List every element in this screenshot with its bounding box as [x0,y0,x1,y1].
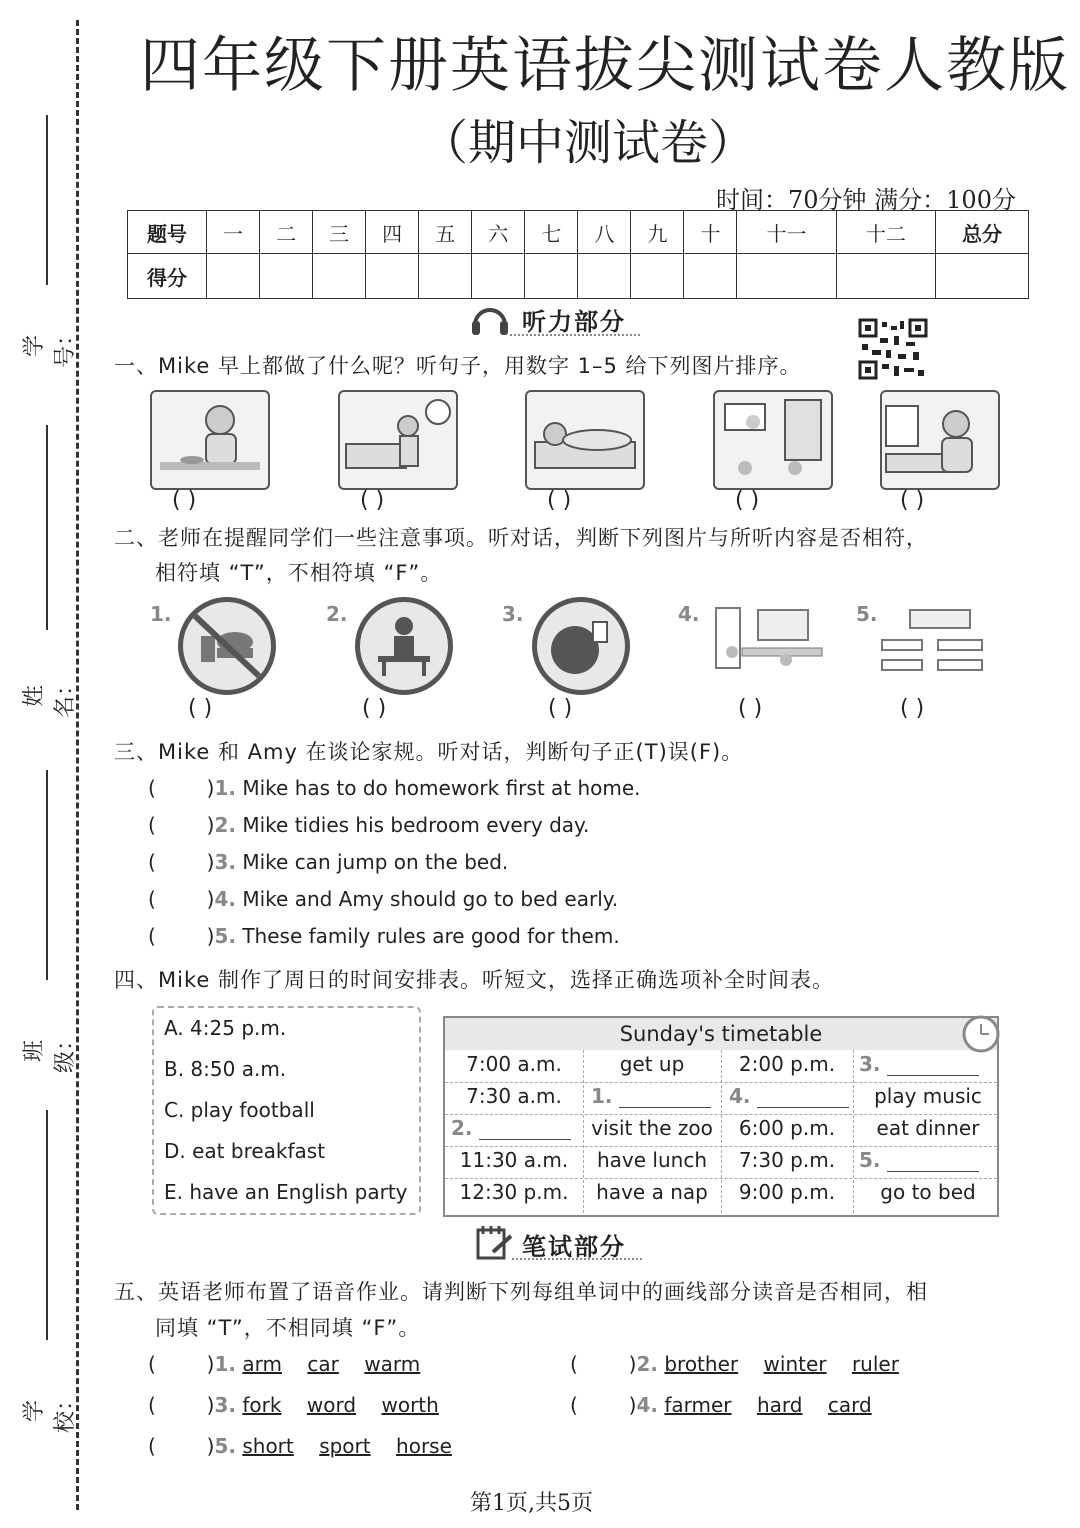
heading-underline [512,1258,642,1260]
score-header-cell: 三 [313,211,366,254]
item-number: 1. [214,776,236,800]
score-header-cell: 四 [366,211,419,254]
blank-number: 4. [729,1084,751,1108]
item-number: 4. [636,1393,658,1417]
tf-item [148,776,641,800]
blank-number: 5. [859,1148,881,1172]
tt-activity: eat dinner [876,1116,980,1140]
picture-washing-face [880,390,1000,490]
item-number: 2. [636,1352,658,1376]
item-number: 5. [214,1434,236,1458]
question-2-prompt: 二、老师在提醒同学们一些注意事项。听对话，判断下列图片与所听内容是否相符， [114,526,928,550]
tt-time: 7:00 a.m. [466,1052,562,1076]
tt-blank-4[interactable] [729,1084,859,1108]
tt-activity: have lunch [596,1148,707,1172]
item-number: 3. [502,602,524,626]
question-4-prompt: 四、Mike 制作了周日的时间安排表。听短文，选择正确选项补全时间表。 [114,968,834,992]
tt-time: 2:00 p.m. [738,1052,836,1076]
phonics-item [570,1352,899,1376]
item-number: 3. [214,850,236,874]
tt-divider [445,1114,997,1115]
answer-blank[interactable]: ( ) [738,696,763,721]
score-table [127,210,1029,299]
blank-number: 3. [859,1052,881,1076]
answer-blank[interactable]: ( ) [148,850,215,874]
blank-number: 1. [591,1084,613,1108]
tt-time: 6:00 p.m. [738,1116,836,1140]
score-cell[interactable] [260,254,313,299]
binding-dashed-line [76,20,79,1510]
answer-blank[interactable]: ( ) [362,696,387,721]
answer-blank[interactable]: ( ) [148,1393,215,1417]
student-id-line [46,115,48,285]
student-id-label: 学号： [22,324,78,369]
word: car [307,1352,339,1376]
name-line [46,425,48,630]
score-cell[interactable] [472,254,525,299]
tt-time: 9:00 p.m. [738,1180,836,1204]
word: word [306,1393,357,1417]
tt-divider [721,1050,722,1213]
word: worth [381,1393,439,1417]
timetable [443,1016,999,1217]
answer-blank[interactable]: ( ) [148,1434,215,1458]
score-header-cell: 十一 [737,211,836,254]
options-box [152,1006,421,1215]
word: card [827,1393,872,1417]
tt-divider [853,1050,854,1213]
time-info: 时间：70分钟 满分：100分 [716,186,1016,214]
score-cell[interactable] [313,254,366,299]
item-number: 2. [214,813,236,837]
answer-blank[interactable]: ( ) [148,1352,215,1376]
statement-text: Mike and Amy should go to bed early. [242,887,619,911]
name-label: 姓名： [22,674,78,719]
option-b: B. 8:50 a.m. [164,1057,287,1081]
light-switch-sign-icon [532,597,630,695]
statement-text: Mike can jump on the bed. [242,850,509,874]
tt-blank-3[interactable] [859,1052,997,1076]
picture-eating-breakfast [150,390,270,490]
score-cell[interactable] [419,254,472,299]
score-header-cell: 十二 [836,211,935,254]
score-cell[interactable] [936,254,1029,299]
tt-activity: visit the zoo [591,1116,713,1140]
answer-blank[interactable]: ( ) [148,887,215,911]
score-cell[interactable] [631,254,684,299]
word: brother [664,1352,739,1376]
tt-activity: go to bed [880,1180,976,1204]
picture-at-school [713,390,833,490]
tf-item [148,850,508,874]
tt-divider [445,1146,997,1147]
tf-item [148,813,589,837]
score-header-cell: 题号 [128,211,207,254]
score-cell[interactable] [366,254,419,299]
picture-playground [712,600,836,682]
page-title: 四年级下册英语拔尖测试卷人教版 [140,31,1070,101]
item-number: 1. [214,1352,236,1376]
word: ruler [851,1352,899,1376]
headphones-icon [470,303,510,341]
item-number: 2. [326,602,348,626]
score-cell[interactable] [684,254,737,299]
school-label: 学校： [22,1389,78,1434]
answer-blank[interactable]: ( ) [548,696,573,721]
class-line [46,770,48,980]
item-number: 4. [678,602,700,626]
tt-blank-2[interactable] [451,1116,581,1140]
score-header-cell: 七 [525,211,578,254]
picture-classroom [878,600,990,682]
question-1-prompt: 一、Mike 早上都做了什么呢？听句子，用数字 1–5 给下列图片排序。 [114,354,802,378]
score-header-cell: 六 [472,211,525,254]
question-5-prompt: 五、英语老师布置了语音作业。请判断下列每组单词中的画线部分读音是否相同，相 [114,1280,928,1304]
picture-sleeping [525,390,645,490]
tt-activity: play music [874,1084,982,1108]
word: fork [242,1393,282,1417]
score-cell[interactable] [578,254,631,299]
tt-time: 7:30 p.m. [738,1148,836,1172]
tf-item [148,887,618,911]
phonics-item [148,1434,452,1458]
answer-blank[interactable]: ( ) [570,1393,637,1417]
tt-time: 12:30 p.m. [459,1180,569,1204]
tt-divider [445,1082,997,1083]
item-number: 4. [214,887,236,911]
score-header-cell: 二 [260,211,313,254]
score-header-cell: 总分 [936,211,1029,254]
tt-activity: have a nap [596,1180,708,1204]
option-d: D. eat breakfast [164,1139,326,1163]
writing-heading: 笔试部分 [522,1233,626,1261]
phonics-item [148,1393,439,1417]
item-number: 5. [214,924,236,948]
word: winter [763,1352,827,1376]
item-number: 1. [150,602,172,626]
picture-getting-up [338,390,458,490]
answer-blank[interactable]: ( ) [547,488,572,513]
score-header-cell: 十 [684,211,737,254]
score-header-cell: 五 [419,211,472,254]
word: horse [396,1434,452,1458]
question-5-prompt-cont: 同填 “T”，不相同填 “F”。 [155,1316,421,1340]
word: sport [319,1434,371,1458]
listening-heading: 听力部分 [522,308,626,336]
score-cell[interactable] [737,254,836,299]
word: hard [756,1393,803,1417]
score-cell[interactable] [525,254,578,299]
heading-underline [510,334,640,336]
answer-blank[interactable]: ( ) [570,1352,637,1376]
tt-divider [583,1050,584,1213]
question-3-prompt: 三、Mike 和 Amy 在谈论家规。听对话，判断句子正(T)误(F)。 [114,740,744,764]
tt-time: 7:30 a.m. [466,1084,562,1108]
answer-blank[interactable]: ( ) [148,776,215,800]
tf-item [148,924,620,948]
no-food-sign-icon [178,597,276,695]
word: farmer [664,1393,732,1417]
phonics-item [148,1352,420,1376]
word: warm [364,1352,421,1376]
sit-at-desk-sign-icon [355,597,453,695]
tt-time: 11:30 a.m. [459,1148,569,1172]
option-a: A. 4:25 p.m. [164,1016,287,1040]
qr-code[interactable] [858,318,928,380]
tt-blank-1[interactable] [591,1084,721,1108]
tt-divider [445,1178,997,1179]
option-e: E. have an English party [164,1180,408,1204]
page-footer: 第1页,共5页 [470,1491,593,1516]
answer-blank[interactable]: ( ) [148,924,215,948]
item-number: 5. [856,602,878,626]
item-number: 3. [214,1393,236,1417]
option-c: C. play football [164,1098,315,1122]
word: short [242,1434,294,1458]
answer-blank[interactable]: ( ) [735,488,760,513]
blank-number: 2. [451,1116,473,1140]
score-header-cell: 八 [578,211,631,254]
notepad-pencil-icon [475,1224,515,1264]
score-row-label: 得分 [128,254,207,299]
answer-blank[interactable]: ( ) [900,488,925,513]
tt-blank-5[interactable] [859,1148,997,1172]
word: arm [242,1352,282,1376]
statement-text: These family rules are good for them. [242,924,620,948]
answer-blank[interactable]: ( ) [148,813,215,837]
answer-blank[interactable]: ( ) [188,696,213,721]
class-label: 班级： [22,1029,78,1074]
school-line [46,1110,48,1340]
statement-text: Mike tidies his bedroom every day. [242,813,590,837]
statement-text: Mike has to do homework first at home. [242,776,641,800]
answer-blank[interactable]: ( ) [900,696,925,721]
score-header-cell: 九 [631,211,684,254]
score-header-cell: 一 [207,211,260,254]
score-cell[interactable] [207,254,260,299]
page-subtitle: （期中测试卷） [420,115,757,171]
timetable-title: Sunday's timetable [445,1018,997,1050]
score-cell[interactable] [836,254,935,299]
phonics-item [570,1393,872,1417]
tt-activity: get up [619,1052,685,1076]
answer-blank[interactable]: ( ) [172,488,197,513]
question-2-prompt-cont: 相符填 “T”，不相符填 “F”。 [155,561,443,585]
answer-blank[interactable]: ( ) [360,488,385,513]
